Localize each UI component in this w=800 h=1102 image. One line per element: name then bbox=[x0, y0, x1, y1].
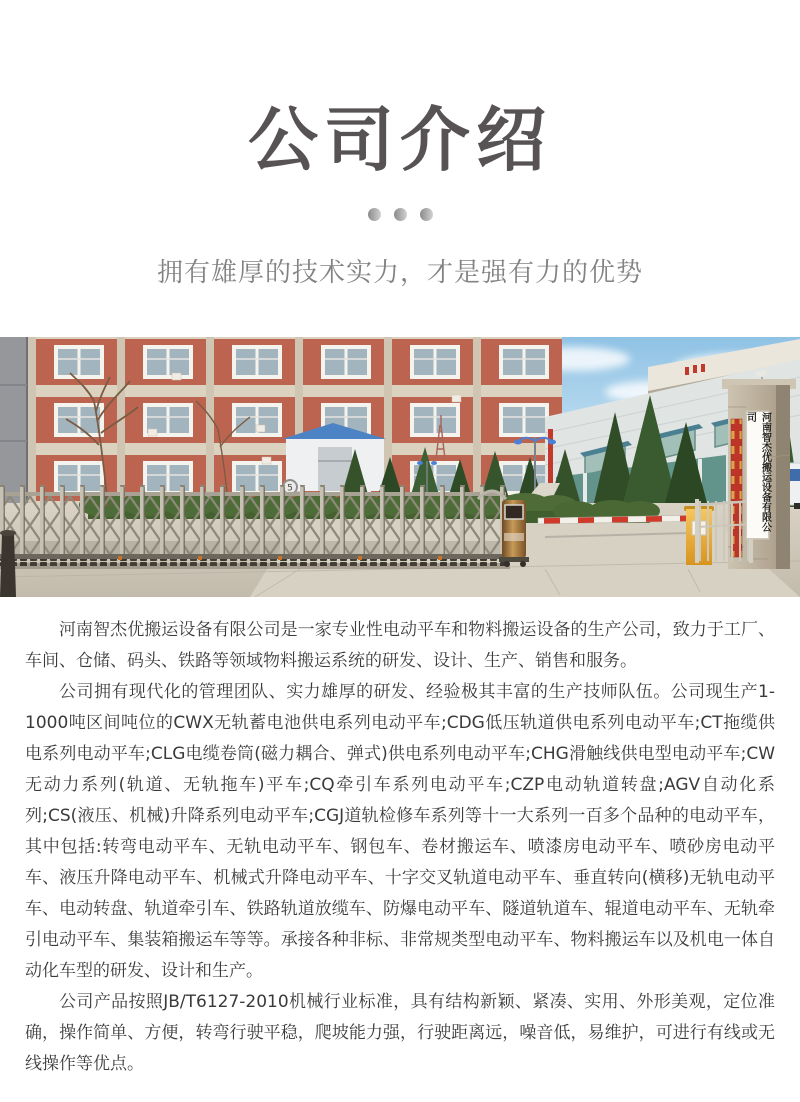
dot-icon bbox=[420, 208, 433, 221]
company-description bbox=[0, 597, 800, 1102]
page-title: 公司介绍 bbox=[248, 99, 552, 181]
dot-icon bbox=[368, 208, 381, 221]
page-subtitle: 拥有雄厚的技术实力，才是强有力的优势 bbox=[156, 257, 643, 288]
factory-entrance-photo bbox=[0, 337, 800, 597]
company-gate-sign: 河南智杰优搬运设备有限公司 bbox=[746, 411, 769, 539]
paragraph-overview: 河南智杰优搬运设备有限公司是一家专业性电动平车和物料搬运设备的生产公司，致力于工厂、车间、仓储、码头、铁路等领域物料搬运系统的研发、设计、生产、销售和服务。 bbox=[25, 619, 775, 671]
paragraph-products: 公司拥有现代化的管理团队、实力雄厚的研发、经验极其丰富的生产技师队伍。公司现生产1-1000吨区间吨位的CWX无轨蓄电池供电系列电动平车;CDG低压轨道供电系列电动平车;CT拖缆供电系列电动平车;CLG电缆卷筒(磁力耦合、弹式)供电系列电动平车;CHG滑触线供电型电动平车;CW无动力系列(轨道、无轨拖车)平车;CQ牵引车系列电动平车;CZP电动轨道转盘;AGV自动化系列;CS(液压、机械)升降系列电动平车;CGJ道轨检修车系列等十一大系列一百多个品种的电动平车，其中包括:转弯电动平车、无轨电动平车、钢包车、卷材搬运车、喷漆房电动平车、喷砂房电动平车、液压升降电动平车、机械式升降电动平车、十字交叉轨道电动平车、垂直转向(横移)无轨电动平车、电动转盘、轨道牵引车、铁路轨道放缆车、防爆电动平车、隧道轨道车、辊道电动平车、无轨牵引电动平车、集装箱搬运车等等。承接各种非标、非常规类型电动平车、物料搬运车以及机电一体自动化车型的研发、设计和生产。 bbox=[25, 681, 775, 981]
dot-icon bbox=[394, 208, 407, 221]
section-header bbox=[0, 0, 800, 291]
factory-photo-illustration bbox=[0, 337, 800, 597]
paragraph-standards: 公司产品按照JB/T6127-2010机械行业标准，具有结构新颖、紧凑、实用、外形美观，定位准确，操作简单、方便，转弯行驶平稳，爬坡能力强，行驶距离远，噪音低，易维护，可进行有线或无线操作等优点。 bbox=[25, 991, 775, 1074]
divider-dots bbox=[0, 208, 800, 221]
